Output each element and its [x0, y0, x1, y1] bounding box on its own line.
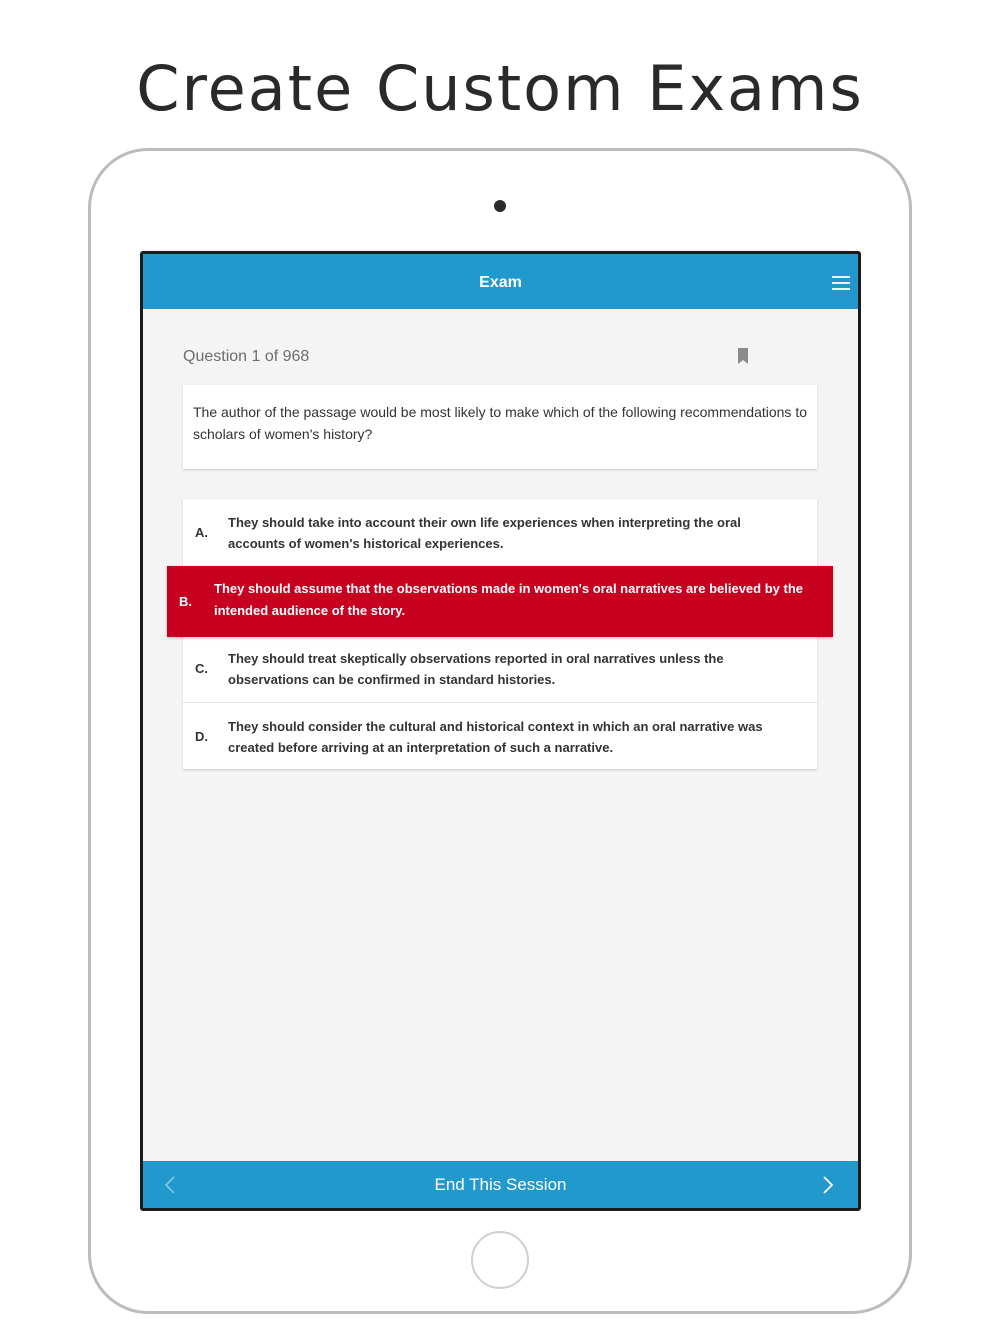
question-text: The author of the passage would be most likely to make which of the following recommendations to scholars of women's history?: [193, 404, 807, 442]
app-screen: [140, 251, 861, 1211]
answer-text: They should treat skeptically observations reported in oral narratives unless the observations can be confirmed in standard histories.: [228, 651, 724, 687]
answer-letter: C.: [195, 661, 208, 676]
home-button: [471, 1231, 529, 1289]
question-card: [183, 385, 817, 469]
camera-icon: [494, 200, 506, 212]
end-session-button[interactable]: End This Session: [434, 1175, 567, 1194]
promo-title: Create Custom Exams: [136, 52, 864, 125]
chevron-right-icon[interactable]: [821, 1174, 835, 1196]
navigation-bar: [143, 254, 858, 309]
answer-option-a[interactable]: [183, 499, 817, 567]
answer-option-d[interactable]: [183, 703, 817, 771]
answer-letter: A.: [195, 525, 208, 540]
hamburger-menu-icon[interactable]: [832, 276, 850, 290]
bookmark-icon[interactable]: [738, 348, 748, 364]
answer-option-b[interactable]: [167, 566, 833, 637]
chevron-left-icon[interactable]: [163, 1174, 177, 1196]
question-counter: Question 1 of 968: [183, 348, 310, 365]
answer-option-c[interactable]: [183, 635, 817, 703]
answer-text: They should consider the cultural and historical context in which an oral narrative was created before arriving at an interpretation of such a narrative.: [228, 719, 763, 755]
answer-text: They should take into account their own life experiences when interpreting the oral accounts of women's historical experiences.: [228, 515, 741, 551]
answer-text: They should assume that the observations made in women's oral narratives are believed by the intended audience of the story.: [214, 581, 803, 618]
bottom-bar: [143, 1161, 858, 1208]
answer-list: [179, 499, 817, 769]
answer-letter: B.: [179, 594, 192, 609]
answer-letter: D.: [195, 729, 208, 744]
nav-title: Exam: [479, 274, 522, 291]
